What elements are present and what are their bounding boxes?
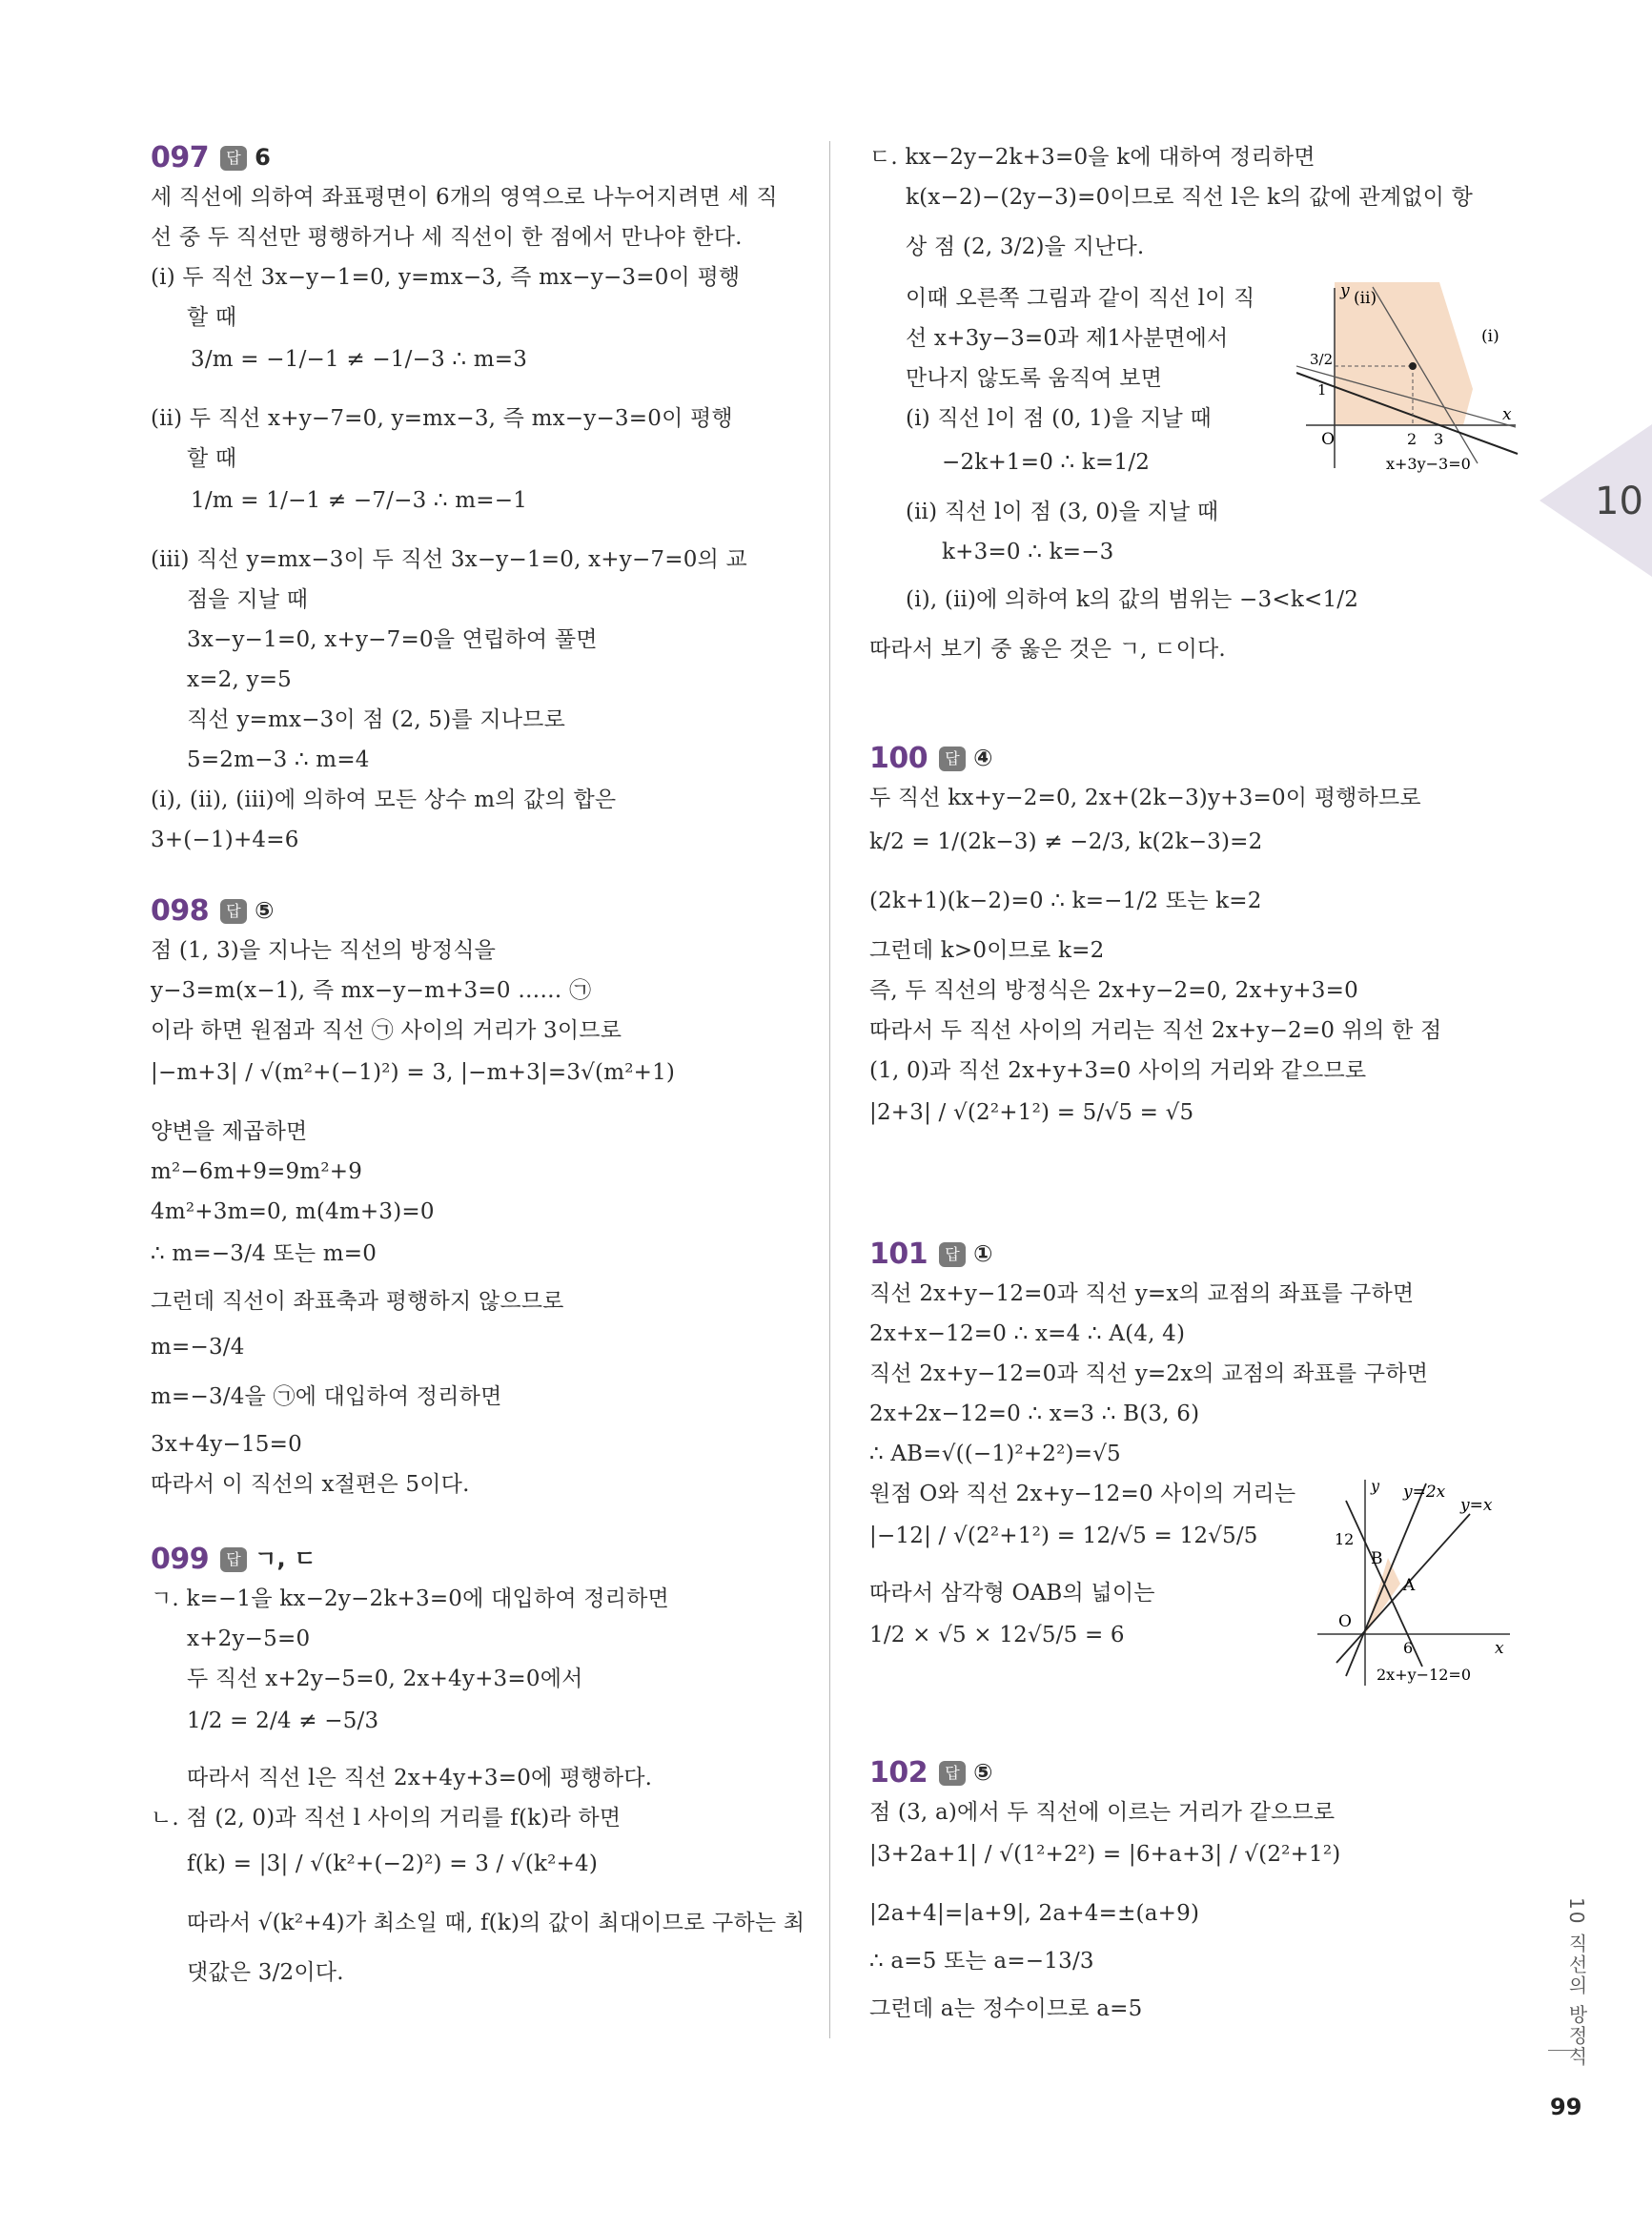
solution-line: |2a+4|=|a+9|, 2a+4=±(a+9) — [869, 1901, 1200, 1926]
chapter-tab — [1540, 424, 1652, 577]
fig-label: (ⅰ) — [1481, 327, 1499, 346]
fig-label: 6 — [1403, 1639, 1414, 1657]
solution-line: 상 점 (2, 3/2)을 지난다. — [906, 235, 1145, 259]
solution-line: 따라서 두 직선 사이의 거리는 직선 2x+y−2=0 위의 한 점 — [869, 1018, 1442, 1043]
solution-line: 두 직선 x+2y−5=0, 2x+4y+3=0에서 — [187, 1667, 583, 1691]
problem-header — [151, 143, 271, 174]
solution-line: m²−6m+9=9m²+9 — [151, 1159, 363, 1184]
solution-line: |2+3| / √(2²+1²) = 5/√5 = √5 — [869, 1100, 1194, 1125]
solution-line: 즉, 두 직선의 방정식은 2x+y−2=0, 2x+y+3=0 — [869, 978, 1358, 1003]
solution-line: |−m+3| / √(m²+(−1)²) = 3, |−m+3|=3√(m²+1) — [151, 1060, 676, 1085]
answer-tag: 답 — [220, 146, 247, 171]
column-divider — [829, 141, 830, 2038]
answer-tag: 답 — [939, 1761, 966, 1786]
solution-line: (ⅰ), (ⅱ)에 의하여 k의 값의 범위는 −3<k<1/2 — [906, 587, 1359, 612]
fig-label: x — [1495, 1639, 1504, 1658]
triangle-OAB — [1365, 1558, 1400, 1634]
solution-line: 이때 오른쪽 그림과 같이 직선 l이 직 — [906, 286, 1255, 311]
solution-line: 4m²+3m=0, m(4m+3)=0 — [151, 1199, 435, 1224]
answer-value: ① — [973, 1240, 993, 1267]
solution-line: 할 때 — [187, 305, 237, 330]
graph-101 — [1308, 1476, 1518, 1695]
problem-number: 097 — [151, 141, 210, 174]
solution-line: 만나지 않도록 움직여 보면 — [906, 366, 1163, 391]
solution-line: 3x+4y−15=0 — [151, 1432, 302, 1457]
problem-header — [869, 1758, 993, 1790]
fig-label: 1 — [1317, 381, 1327, 399]
side-chapter-title: 10 직선의 방정식 — [1565, 1897, 1588, 2068]
solution-line: x=2, y=5 — [187, 667, 292, 692]
fig-label: x — [1502, 405, 1512, 424]
problem-number: 098 — [151, 894, 210, 928]
answer-value: ㄱ, ㄷ — [255, 1545, 316, 1572]
solution-line: 따라서 직선 l은 직선 2x+4y+3=0에 평행하다. — [187, 1766, 653, 1790]
fig-label: A — [1403, 1576, 1416, 1595]
fig-label: O — [1321, 430, 1335, 449]
fig-label: 3 — [1434, 430, 1444, 448]
solution-line: 1/2 = 2/4 ≠ −5/3 — [187, 1708, 379, 1733]
solution-line: (ⅲ) 직선 y=mx−3이 두 직선 3x−y−1=0, x+y−7=0의 교 — [151, 547, 747, 572]
solution-line: 할 때 — [187, 446, 237, 471]
side-rule — [1548, 2050, 1584, 2051]
solution-line: 직선 2x+y−12=0과 직선 y=x의 교점의 좌표를 구하면 — [869, 1281, 1415, 1306]
solution-line: 그런데 직선이 좌표축과 평행하지 않으므로 — [151, 1289, 564, 1314]
problem-header — [869, 744, 993, 775]
solution-line: (1, 0)과 직선 2x+y+3=0 사이의 거리와 같으므로 — [869, 1058, 1367, 1083]
solution-line: 선 중 두 직선만 평행하거나 세 직선이 한 점에서 만나야 한다. — [151, 225, 743, 250]
solution-line: k(x−2)−(2y−3)=0이므로 직선 l은 k의 값에 관계없이 항 — [906, 185, 1474, 210]
solution-line: (ⅰ) 직선 l이 점 (0, 1)을 지날 때 — [906, 406, 1212, 431]
answer-value: ⑤ — [255, 897, 275, 924]
solution-line: y−3=m(x−1), 즉 mx−y−m+3=0 …… ㉠ — [151, 978, 592, 1003]
solution-line: f(k) = |3| / √(k²+(−2)²) = 3 / √(k²+4) — [187, 1852, 599, 1876]
problem-number: 102 — [869, 1756, 928, 1790]
answer-value: ⑤ — [973, 1759, 993, 1786]
solution-line: 세 직선에 의하여 좌표평면이 6개의 영역으로 나누어지려면 세 직 — [151, 185, 778, 210]
solution-line: (ⅰ) 두 직선 3x−y−1=0, y=mx−3, 즉 mx−y−3=0이 평행 — [151, 265, 741, 290]
fig-label: y — [1371, 1477, 1380, 1495]
solution-line: ㄱ. k=−1을 kx−2y−2k+3=0에 대입하여 정리하면 — [151, 1586, 669, 1611]
solution-line: |3+2a+1| / √(1²+2²) = |6+a+3| / √(2²+1²) — [869, 1842, 1341, 1867]
fig-label: (ⅱ) — [1354, 289, 1377, 308]
fig-label: 2 — [1407, 430, 1417, 448]
problem-number: 101 — [869, 1238, 928, 1271]
solution-line: 1/m = 1/−1 ≠ −7/−3 ∴ m=−1 — [191, 488, 528, 513]
solution-line: 따라서 √(k²+4)가 최소일 때, f(k)의 값이 최대이므로 구하는 최 — [187, 1911, 806, 1935]
solution-line: 원점 O와 직선 2x+y−12=0 사이의 거리는 — [869, 1482, 1296, 1506]
chapter-tab-number: 10 — [1595, 480, 1643, 523]
solution-line: 이라 하면 원점과 직선 ㉠ 사이의 거리가 3이므로 — [151, 1018, 622, 1043]
problem-header — [151, 896, 275, 928]
solution-line: 1/2 × √5 × 12√5/5 = 6 — [869, 1623, 1125, 1647]
solution-line: (ⅱ) 직선 l이 점 (3, 0)을 지날 때 — [906, 500, 1219, 524]
solution-line: 2x+2x−12=0 ∴ x=3 ∴ B(3, 6) — [869, 1401, 1200, 1426]
solution-line: 점을 지날 때 — [187, 587, 309, 612]
solution-line: 직선 2x+y−12=0과 직선 y=2x의 교점의 좌표를 구하면 — [869, 1361, 1429, 1386]
solution-line: ∴ m=−3/4 또는 m=0 — [151, 1241, 377, 1266]
solution-line: 3x−y−1=0, x+y−7=0을 연립하여 풀면 — [187, 627, 598, 652]
solution-line: 2x+x−12=0 ∴ x=4 ∴ A(4, 4) — [869, 1321, 1186, 1346]
solution-line: 직선 y=mx−3이 점 (2, 5)를 지나므로 — [187, 707, 565, 732]
answer-tag: 답 — [939, 1242, 966, 1267]
graph-099 — [1296, 282, 1525, 473]
problem-header — [151, 1545, 316, 1576]
solution-line: 따라서 보기 중 옳은 것은 ㄱ, ㄷ이다. — [869, 637, 1226, 662]
solution-line: ㄴ. 점 (2, 0)과 직선 l 사이의 거리를 f(k)라 하면 — [151, 1806, 622, 1831]
solution-line: k+3=0 ∴ k=−3 — [942, 540, 1114, 564]
solution-line: 댓값은 3/2이다. — [187, 1960, 344, 1985]
answer-value: 6 — [255, 144, 272, 171]
solution-line: 점 (1, 3)을 지나는 직선의 방정식을 — [151, 938, 497, 963]
solution-line: |−12| / √(2²+1²) = 12/√5 = 12√5/5 — [869, 1524, 1258, 1548]
fig-label: y=2x — [1403, 1483, 1446, 1502]
solution-line: 3/m = −1/−1 ≠ −1/−3 ∴ m=3 — [191, 347, 528, 372]
solution-line: x+2y−5=0 — [187, 1626, 311, 1651]
fig-label: 3/2 — [1310, 351, 1334, 368]
solution-line: (ⅰ), (ⅱ), (ⅲ)에 의하여 모든 상수 m의 값의 합은 — [151, 788, 617, 812]
problem-header — [869, 1239, 993, 1271]
answer-tag: 답 — [939, 747, 966, 771]
solution-line: (ⅱ) 두 직선 x+y−7=0, y=mx−3, 즉 mx−y−3=0이 평행 — [151, 406, 733, 431]
page-number: 99 — [1550, 2094, 1582, 2120]
fig-label: x+3y−3=0 — [1386, 455, 1471, 473]
answer-tag: 답 — [220, 1547, 247, 1572]
solution-line: m=−3/4 — [151, 1335, 245, 1360]
solution-line: 따라서 삼각형 OAB의 넓이는 — [869, 1581, 1155, 1606]
fig-label: 12 — [1335, 1530, 1355, 1548]
answer-value: ④ — [973, 745, 993, 771]
solution-line: ∴ a=5 또는 a=−13/3 — [869, 1949, 1094, 1974]
solution-line: 두 직선 kx+y−2=0, 2x+(2k−3)y+3=0이 평행하므로 — [869, 786, 1421, 810]
solution-line: (2k+1)(k−2)=0 ∴ k=−1/2 또는 k=2 — [869, 889, 1262, 913]
fixed-point — [1409, 362, 1417, 370]
solution-line: 점 (3, a)에서 두 직선에 이르는 거리가 같으므로 — [869, 1800, 1336, 1825]
solution-line: 그런데 a는 정수이므로 a=5 — [869, 1996, 1143, 2021]
solution-line: 양변을 제곱하면 — [151, 1119, 308, 1144]
solution-line: −2k+1=0 ∴ k=1/2 — [942, 450, 1151, 475]
fig-label: B — [1371, 1549, 1383, 1568]
solution-line: 따라서 이 직선의 x절편은 5이다. — [151, 1472, 470, 1497]
fig-label: 2x+y−12=0 — [1377, 1666, 1471, 1684]
solution-line: m=−3/4을 ㉠에 대입하여 정리하면 — [151, 1384, 502, 1409]
solution-line: k/2 = 1/(2k−3) ≠ −2/3, k(2k−3)=2 — [869, 829, 1263, 854]
problem-number: 100 — [869, 742, 928, 775]
solution-line: 선 x+3y−3=0과 제1사분면에서 — [906, 326, 1229, 351]
fig-label: O — [1338, 1612, 1352, 1631]
solution-line: 그런데 k>0이므로 k=2 — [869, 938, 1105, 963]
solution-line: ㄷ. kx−2y−2k+3=0을 k에 대하여 정리하면 — [869, 145, 1315, 170]
fig-label: y=x — [1460, 1496, 1493, 1515]
fig-label: y — [1340, 282, 1350, 300]
solution-line: 5=2m−3 ∴ m=4 — [187, 747, 370, 772]
solution-line: ∴ AB=√((−1)²+2²)=√5 — [869, 1442, 1121, 1466]
answer-tag: 답 — [220, 899, 247, 924]
problem-number: 099 — [151, 1543, 210, 1576]
solution-line: 3+(−1)+4=6 — [151, 828, 299, 852]
